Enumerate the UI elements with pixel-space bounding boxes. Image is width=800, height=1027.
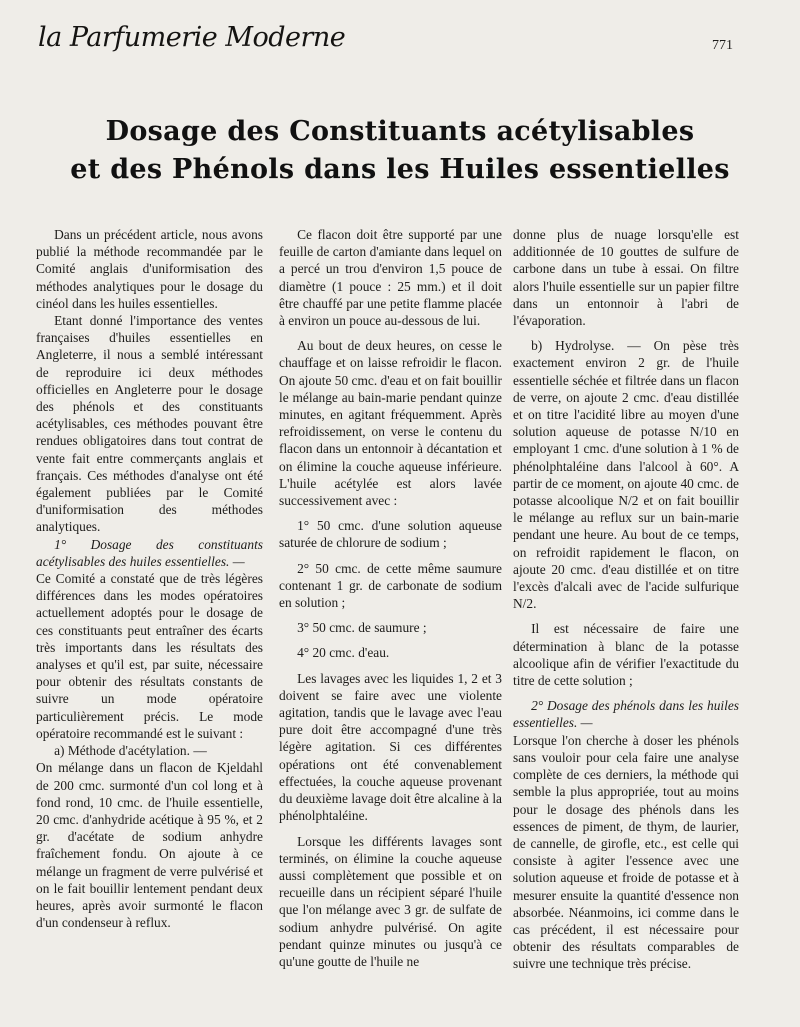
list-item: 1° 50 cmc. d'une solution aqueuse saturée de chlorure de sodium ;	[279, 518, 502, 551]
journal-masthead: la Parfumerie Moderne	[38, 22, 346, 53]
paragraph: Il est nécessaire de faire une détermination à blanc de la potasse alcoolique afin de vérifier l'exactitude du titre de cette solution ;	[513, 621, 739, 689]
paragraph: Lorsque les différents lavages sont terminés, on élimine la couche aqueuse aussi complètement que possible et on recueille dans un récipient séparé l'huile que l'on mélange avec 3 gr. de sulfate de sodium anhydre pulvérisé. On agite pendant quinze minutes ou jusqu'à ce qu'une goutte de l'huile ne	[279, 833, 502, 969]
paragraph: On mélange dans un flacon de Kjeldahl de 200 cmc. surmonté d'un col long et à fond rond, 10 cmc. de l'huile essentielle, 20 cmc. d'anhydride acétique à 95 %, et 2 gr. d'acétate de sodium anhydre fraîchement fondu. On ajoute à ce mélange un fragment de verre pulvérisé et on le fait bouillir lentement pendant deux heures, après avoir surmonté le flacon d'un condenseur à reflux.	[36, 760, 263, 931]
paragraph: Au bout de deux heures, on cesse le chauffage et on laisse refroidir le flacon. On ajoute 50 cmc. d'eau et on fait bouillir le mélange au bain-marie pendant quinze minutes, en agitant fréquemment. Après refroidissement, on verse le contenu du flacon dans un entonnoir à décantation et on élimine la couche aqueuse inférieure. L'huile acétylée est alors lavée successivement avec :	[279, 338, 502, 509]
article-body	[0, 226, 800, 986]
page-number: 771	[712, 38, 733, 53]
section-heading	[513, 697, 739, 731]
article-title	[0, 113, 800, 189]
section-heading	[36, 536, 263, 570]
paragraph: Les lavages avec les liquides 1, 2 et 3 doivent se faire avec une violente agitation, tandis que le lavage avec l'eau pure doit être accompagné d'une très légère agitation. Si ces différentes opérations ont été convenablement effectuées, la couche aqueuse provenant du deuxième lavage doit être alcaline à la phénolphtaléine.	[279, 670, 502, 824]
text-column-1	[36, 226, 263, 931]
paragraph: Lorsque l'on cherche à doser les phénols sans vouloir pour cela faire une analyse complète de ces derniers, la méthode qui semble la plus appropriée, tout au moins pour le dosage des phénols dans les essences de piment, de thym, de laurier, de cannelle, de girofle, etc., est celle qui consiste à agiter l'essence avec une solution aqueuse et froide de potasse et à mesurer ensuite la quantité d'essence non absorbée. Néanmoins, ici comme dans le cas précédent, il est nécessaire pour obtenir des résultats comparables de suivre une technique très précise.	[513, 732, 739, 972]
list-item: 4° 20 cmc. d'eau.	[297, 645, 390, 661]
article-title-line-1: Dosage des Constituants acétylisables	[105, 116, 695, 147]
section-heading-text: 1° Dosage des constituants acétylisables des huiles essentielles. —	[36, 536, 263, 569]
article-title-line-2: et des Phénols dans les Huiles essentielles	[70, 154, 730, 185]
paragraph: Ce Comité a constaté que de très légères différences dans les modes opératoires actuellement adoptés pour le dosage de ces constituants peut entraîner des écarts très importants dans les résultats des analyses et qu'il est, par suite, nécessaire pour obtenir des résultats constants de suivre un mode opératoire particulièrement précis. Le mode opératoire recommandé est le suivant :	[36, 571, 263, 741]
list-item: 3° 50 cmc. de saumure ;	[297, 620, 427, 636]
section-heading-text: 2° Dosage des phénols dans les huiles essentielles. —	[513, 698, 739, 731]
list-item: 2° 50 cmc. de cette même saumure contenant 1 gr. de carbonate de sodium en solution ;	[279, 560, 502, 611]
subsection-heading: a) Méthode d'acétylation. —	[54, 743, 207, 759]
paragraph: Ce flacon doit être supporté par une feuille de carton d'amiante dans lequel on a percé un trou d'environ 1,5 pouce de diamètre (1 pouce : 25 mm.) et il doit être chauffé par une petite flamme placée à environ un pouce au-dessous de lui.	[279, 227, 502, 329]
paragraph: donne plus de nuage lorsqu'elle est additionnée de 10 gouttes de sulfure de carbone dans un tube à essai. On filtre alors l'huile essentielle sur un papier filtre dans un entonnoir à l'abri de l'évaporation.	[513, 227, 739, 329]
paragraph: b) Hydrolyse. — On pèse très exactement environ 2 gr. de l'huile essentielle séchée et filtrée dans un flacon de verre, on ajoute 2 cmc. d'eau distillée et on titre l'acidité libre au moyen d'une solution aqueuse de potasse N/10 en employant 1 cmc. d'une solution à 1 % de phénolphtaléine dans l'alcool à 60°. A partir de ce moment, on ajoute 40 cmc. de potasse alcoolique N/2 et on fait bouillir le mélange au reflux sur un bain-marie pendant une heure. Au bout de ce temps, on refroidit rapidement le flacon, on ajoute 20 cmc. d'eau distillée et on titre l'excès d'alcali avec de l'acide sulfurique N/2.	[513, 338, 739, 612]
page-header	[0, 0, 800, 70]
paragraph: Etant donné l'importance des ventes françaises d'huiles essentielles en Angleterre, il nous a semblé intéressant de reproduire ici deux méthodes officielles en Angleterre pour le dosage des phénols et des constituants acétylisables, ces méthodes pouvant être rendues obligatoires dans tout contrat de vente fait entre commerçants anglais et français. Ces méthodes d'analyse ont été également publiées par le Comité d'uniformisation des méthodes analytiques.	[36, 313, 263, 535]
text-column-2	[279, 226, 502, 970]
paragraph: Dans un précédent article, nous avons publié la méthode recommandée par le Comité anglais d'uniformisation des méthodes analytiques pour le dosage du cinéol dans les huiles essentielles.	[36, 227, 263, 311]
text-column-3	[513, 226, 739, 973]
